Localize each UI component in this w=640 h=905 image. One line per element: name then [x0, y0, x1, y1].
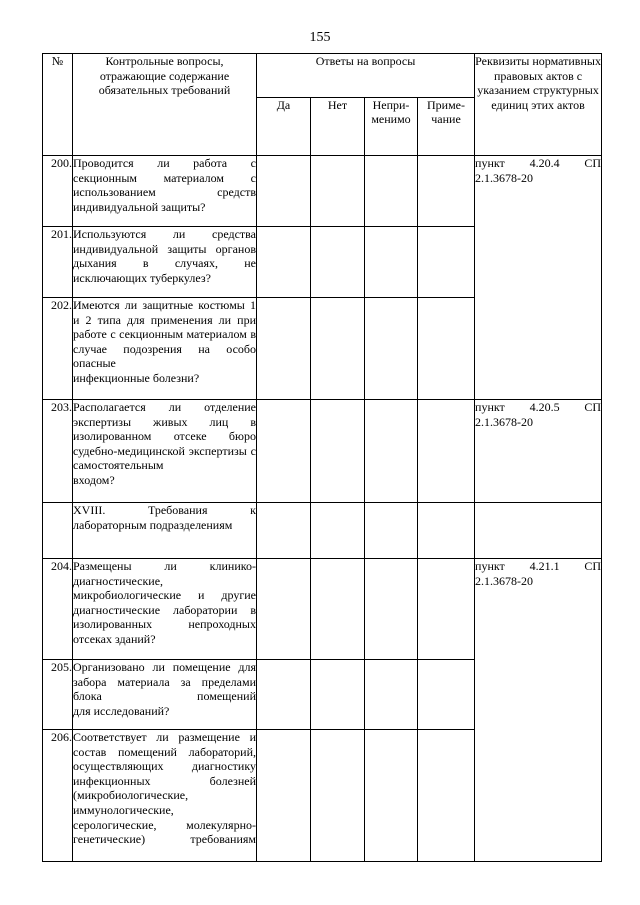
row-number: 204. [43, 559, 73, 660]
answer-yes-cell[interactable] [257, 559, 311, 660]
answer-no-cell[interactable] [311, 660, 365, 730]
answer-na-cell[interactable] [365, 730, 418, 862]
table-row [43, 559, 602, 660]
row-requisites: пункт 4.21.1 СП 2.1.3678-20 [475, 559, 602, 862]
header-answers: Ответы на вопросы [257, 54, 475, 98]
answer-no-cell[interactable] [311, 730, 365, 862]
row-question: Организовано ли помещение для забора материала за пределами блока помещений для исследований? [73, 660, 257, 730]
row-number: 200. [43, 156, 73, 227]
section-title: XVIII. Требования к лабораторным подразделениям [73, 503, 257, 559]
row-question: Используются ли средства индивидуальной защиты органов дыхания в случаях, не исключающих туберкулез? [73, 227, 257, 298]
answer-yes-cell[interactable] [257, 660, 311, 730]
answer-yes-cell[interactable] [257, 227, 311, 298]
table-row [43, 400, 602, 503]
page-number: 155 [309, 30, 331, 45]
answer-no-cell[interactable] [311, 559, 365, 660]
answer-note-cell[interactable] [418, 400, 475, 503]
answer-note-cell[interactable] [418, 559, 475, 660]
answer-yes-cell[interactable] [257, 298, 311, 400]
answer-no-cell[interactable] [311, 400, 365, 503]
answer-note-cell[interactable] [418, 156, 475, 227]
answer-no-cell[interactable] [311, 298, 365, 400]
answer-note-cell[interactable] [418, 298, 475, 400]
row-question: Проводится ли работа с секционным материалом с использованием средств индивидуальной защиты? [73, 156, 257, 227]
answer-na-cell[interactable] [365, 660, 418, 730]
row-question: Размещены ли клинико-диагностические, микробиологические и другие диагностические лаборатории в изолированных непроходных отсеках зданий? [73, 559, 257, 660]
table-row [43, 156, 602, 227]
answer-yes-cell[interactable] [257, 156, 311, 227]
answer-yes-cell[interactable] [257, 400, 311, 503]
header-question: Контрольные вопросы, отражающие содержание обязательных требований [73, 54, 257, 156]
answer-note-cell[interactable] [418, 227, 475, 298]
answer-note-cell[interactable] [418, 660, 475, 730]
header-number: № [43, 54, 73, 156]
row-number: 201. [43, 227, 73, 298]
row-question: Располагается ли отделение экспертизы живых лиц в изолированном отсеке бюро судебно-медицинской экспертизы с самостоятельным входом? [73, 400, 257, 503]
section-row [43, 503, 602, 559]
answer-na-cell[interactable] [365, 559, 418, 660]
answer-na-cell[interactable] [365, 400, 418, 503]
row-requisites: пункт 4.20.4 СП 2.1.3678-20 [475, 156, 602, 400]
row-question: Соответствует ли размещение и состав помещений лабораторий, осуществляющих диагностику инфекционных болезней (микробиологические, иммунологические, серологические, молекулярно-генетические) требованиям [73, 730, 257, 862]
checklist-table [42, 53, 602, 862]
answer-na-cell[interactable] [365, 227, 418, 298]
row-number: 205. [43, 660, 73, 730]
header-not-applicable: Непри- менимо [365, 98, 418, 156]
header-note: Приме- чание [418, 98, 475, 156]
row-question: Имеются ли защитные костюмы 1 и 2 типа для применения ли при работе с секционным материалом в случае подозрения на особо опасные инфекционные болезни? [73, 298, 257, 400]
answer-no-cell[interactable] [311, 227, 365, 298]
row-requisites: пункт 4.20.5 СП 2.1.3678-20 [475, 400, 602, 503]
row-number: 202. [43, 298, 73, 400]
header-yes: Да [257, 98, 311, 156]
answer-yes-cell[interactable] [257, 730, 311, 862]
header-no: Нет [311, 98, 365, 156]
row-number: 203. [43, 400, 73, 503]
header-requisites: Реквизиты нормативных правовых актов с указанием структурных единиц этих актов [475, 54, 602, 156]
answer-na-cell[interactable] [365, 156, 418, 227]
answer-note-cell[interactable] [418, 730, 475, 862]
row-number: 206. [43, 730, 73, 862]
answer-no-cell[interactable] [311, 156, 365, 227]
answer-na-cell[interactable] [365, 298, 418, 400]
